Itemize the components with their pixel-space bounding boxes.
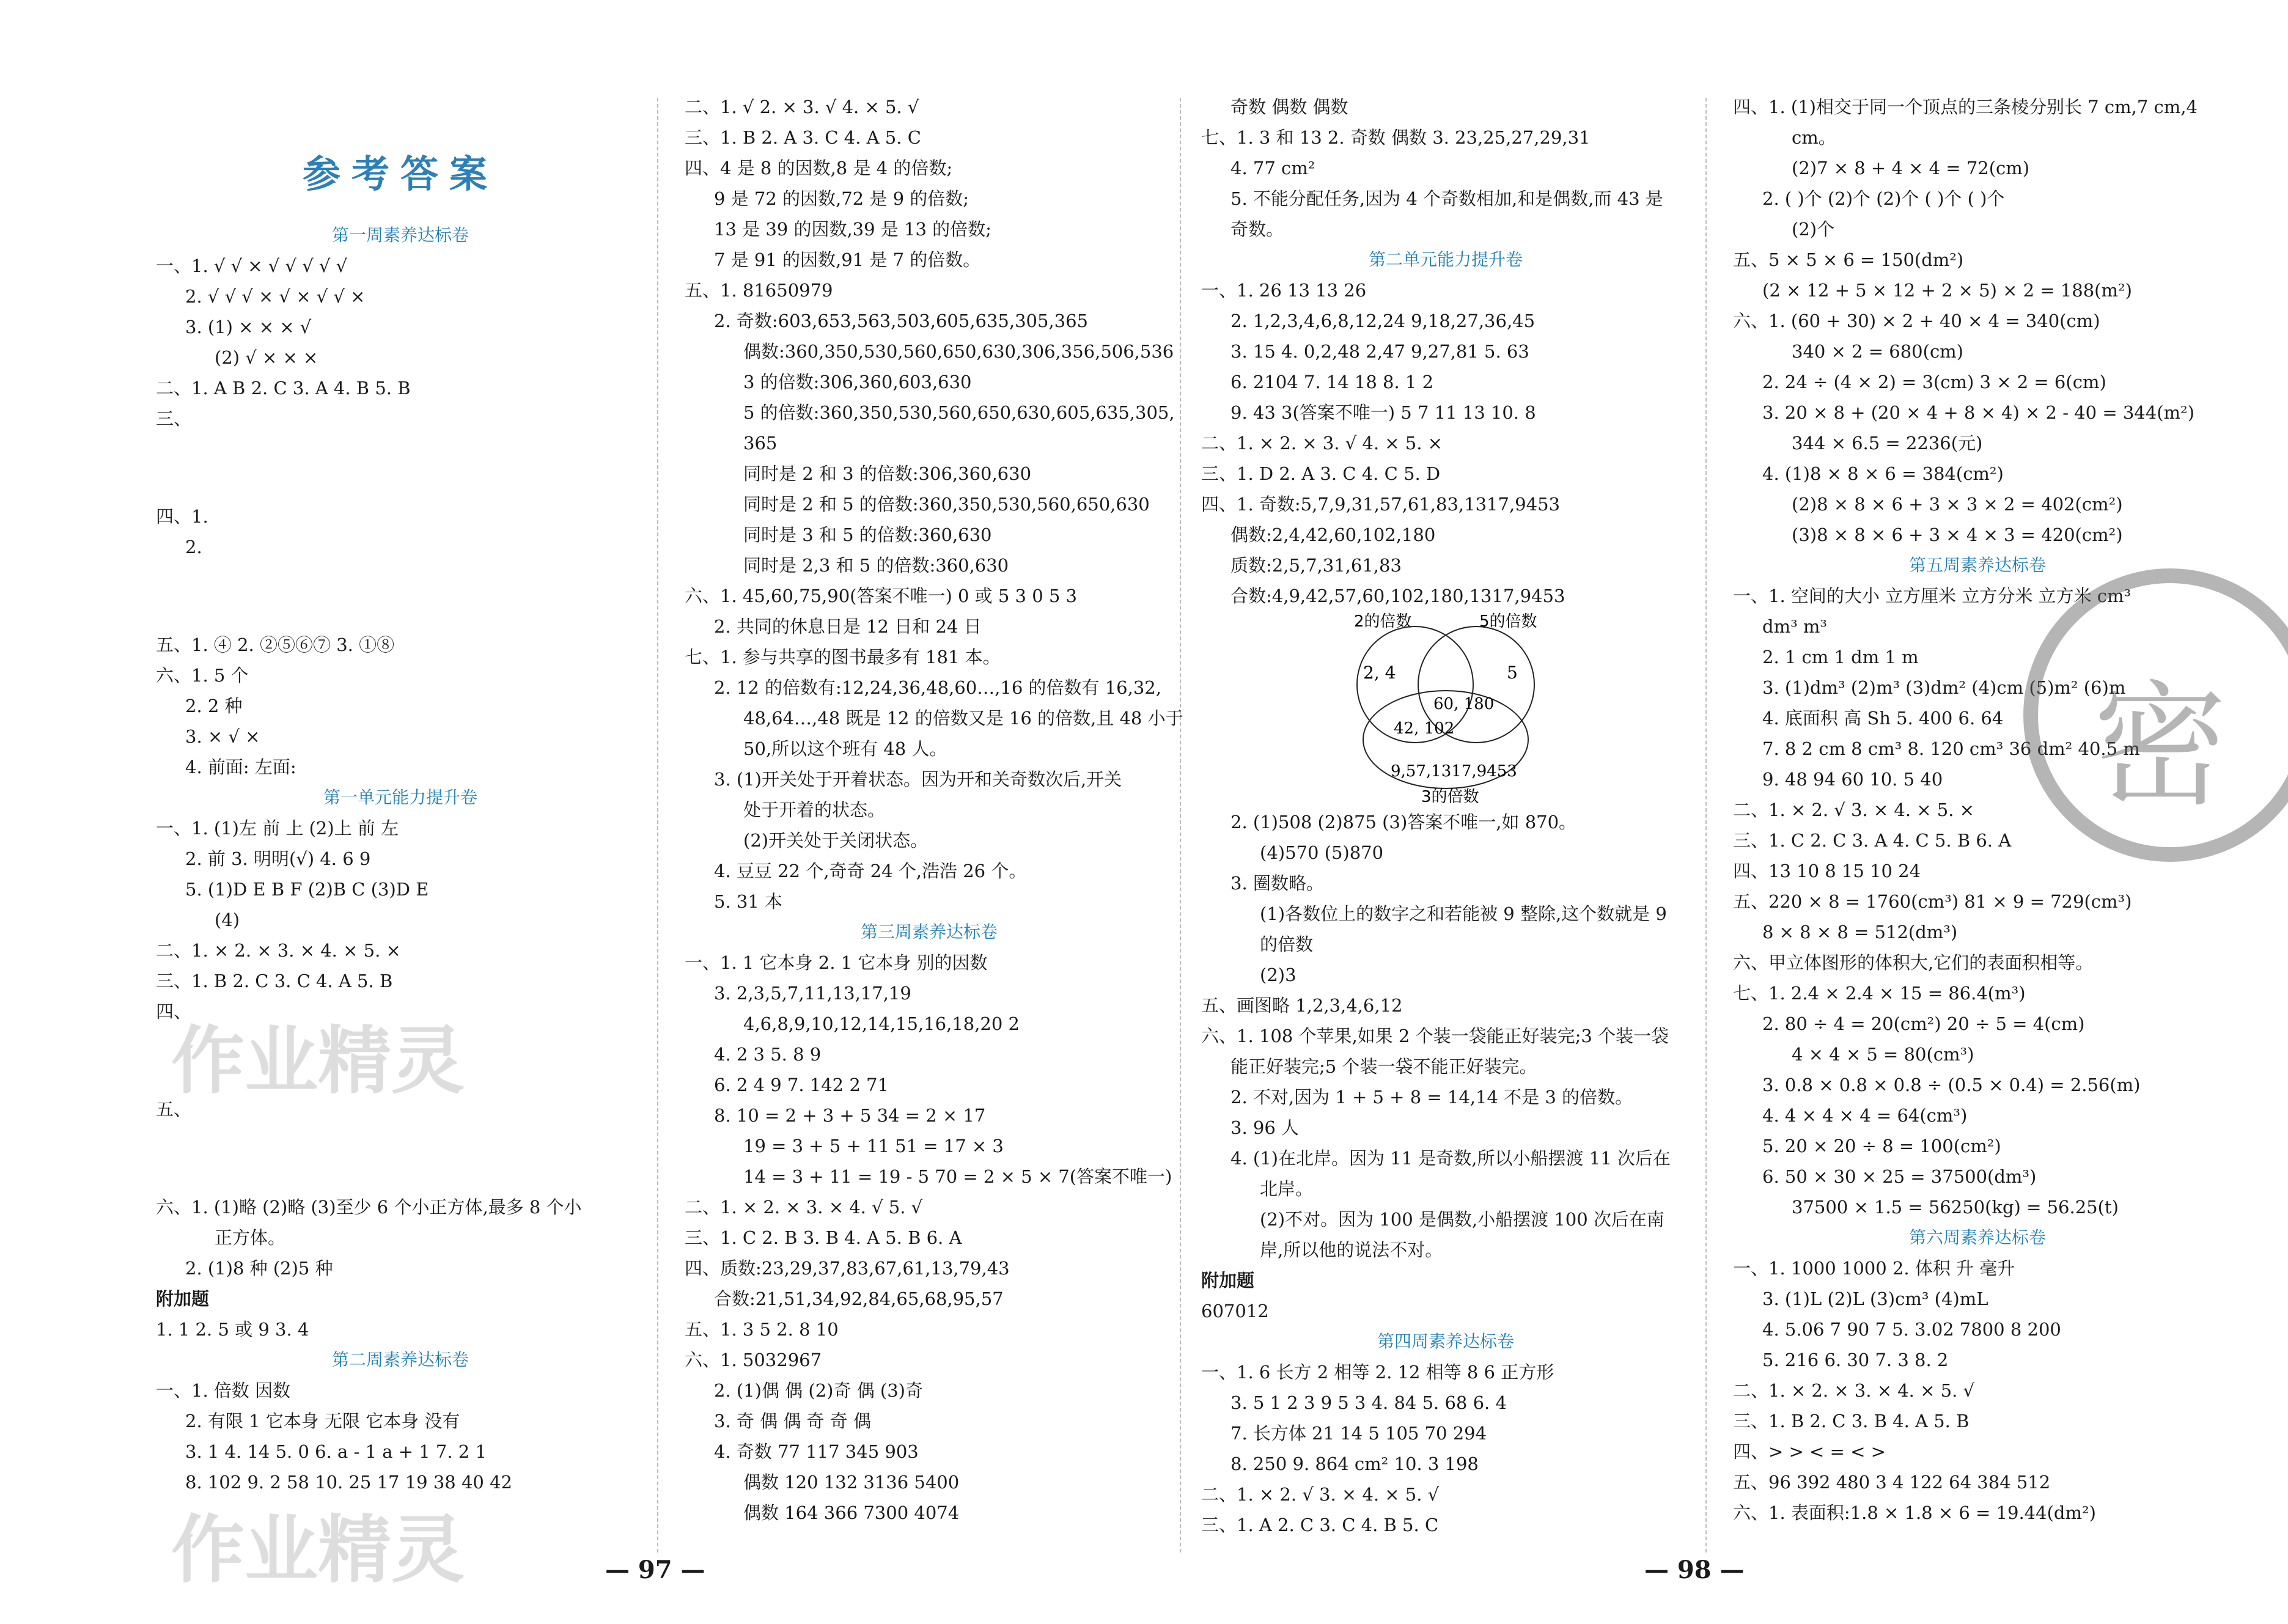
answer-line: 六、1. 5032967 xyxy=(685,1350,822,1370)
answer-line: 三、1. C 2. B 3. B 4. A 5. B 6. A xyxy=(685,1227,962,1248)
answer-line: 4. 2 3 5. 8 9 xyxy=(714,1044,822,1065)
answer-line: 2. 24 ÷ (4 × 2) = 3(cm) 3 × 2 = 6(cm) xyxy=(1762,372,2106,392)
venn-region-d: 42, 102 xyxy=(1394,719,1455,738)
answer-line: 同时是 2,3 和 5 的倍数:360,630 xyxy=(743,555,1009,576)
answer-line: 6. 2104 7. 14 18 8. 1 2 xyxy=(1230,372,1434,392)
venn-label-2: 2的倍数 xyxy=(1354,612,1412,631)
answer-line: 4. 奇数 77 117 345 903 xyxy=(714,1441,919,1462)
answer-line: 一、1. 26 13 13 26 xyxy=(1201,280,1367,301)
answer-line: 3. 圈数略。 xyxy=(1230,873,1324,894)
answer-line: 五、1. 3 5 2. 8 10 xyxy=(685,1319,839,1340)
answer-line: 偶数:360,350,530,560,650,630,306,356,506,536 xyxy=(743,341,1174,362)
answer-line: 偶数 120 132 3136 5400 xyxy=(743,1472,960,1493)
answer-line: 8. 250 9. 864 cm² 10. 3 198 xyxy=(1230,1453,1479,1474)
column-separator-1 xyxy=(657,98,658,1552)
answer-line: 4. 4 × 4 × 4 = 64(cm³) xyxy=(1762,1105,1968,1126)
answer-line: 六、1. (60 + 30) × 2 + 40 × 4 = 340(cm) xyxy=(1733,310,2100,331)
answer-line: 19 = 3 + 5 + 11 51 = 17 × 3 xyxy=(743,1136,1004,1156)
answer-line: 4. 5.06 7 90 7 5. 3.02 7800 8 200 xyxy=(1762,1319,2061,1340)
answer-line: 六、1. 108 个苹果,如果 2 个装一袋能正好装完;3 个装一袋 xyxy=(1201,1026,1669,1046)
answer-line: 六、1. 45,60,75,90(答案不唯一) 0 或 5 3 0 5 3 xyxy=(685,586,1078,606)
answer-line: 三、 xyxy=(156,408,192,429)
answer-line: 五、96 392 480 3 4 122 64 384 512 xyxy=(1733,1472,2051,1493)
answer-line: cm。 xyxy=(1792,127,1836,148)
answer-line: 2. 1 cm 1 dm 1 m xyxy=(1762,647,1919,667)
answer-line: 二、1. × 2. × 3. × 4. × 5. √ xyxy=(1733,1380,1974,1401)
answer-line: 4 × 4 × 5 = 80(cm³) xyxy=(1792,1044,1974,1065)
answer-line: 二、1. × 2. √ 3. × 4. × 5. √ xyxy=(1201,1484,1440,1505)
venn-label-3: 3的倍数 xyxy=(1421,788,1479,806)
answer-line: 4. (1)在北岸。因为 11 是奇数,所以小船摆渡 11 次后在 xyxy=(1230,1148,1671,1169)
answer-line: (1)各数位上的数字之和若能被 9 整除,这个数就是 9 xyxy=(1260,903,1667,924)
answer-line: 48,64…,48 既是 12 的倍数又是 16 的倍数,且 48 小于 xyxy=(743,708,1183,729)
answer-line: 2. (1)508 (2)875 (3)答案不唯一,如 870。 xyxy=(1230,812,1577,832)
answer-line: dm³ m³ xyxy=(1762,616,1828,637)
venn-svg xyxy=(1336,611,1580,807)
answer-line: 2. xyxy=(185,537,202,557)
answer-line: 四、1. (1)相交于同一个顶点的三条棱分别长 7 cm,7 cm,4 xyxy=(1733,97,2198,117)
answer-line: 合数:4,9,42,57,60,102,180,1317,9453 xyxy=(1230,586,1565,606)
answer-line: 3. 5 1 2 3 9 5 3 4. 84 5. 68 6. 4 xyxy=(1230,1392,1507,1413)
answer-line: (2)8 × 8 × 6 + 3 × 3 × 2 = 402(cm²) xyxy=(1792,494,2123,515)
answer-line: 9 是 72 的因数,72 是 9 的倍数; xyxy=(714,188,969,209)
figure-placeholder xyxy=(156,562,645,630)
answer-line: 四、13 10 8 15 10 24 xyxy=(1733,861,1921,881)
answer-line: 3. (1)开关处于开着状态。因为开和关奇数次后,开关 xyxy=(714,769,1122,790)
answer-line: 二、1. × 2. × 3. √ 4. × 5. × xyxy=(1201,433,1443,454)
answer-line: 三、1. A 2. C 3. C 4. B 5. C xyxy=(1201,1515,1439,1535)
answer-line: 8. 10 = 2 + 3 + 5 34 = 2 × 17 xyxy=(714,1105,986,1126)
answer-line: 奇数。 xyxy=(1230,219,1284,240)
answer-line: 六、1. 表面积:1.8 × 1.8 × 6 = 19.44(dm²) xyxy=(1733,1502,2096,1523)
answer-line: 3 的倍数:306,360,603,630 xyxy=(743,372,972,392)
answer-line: 五、220 × 8 = 1760(cm³) 81 × 9 = 729(cm³) xyxy=(1733,891,2132,912)
venn-region-a: 2, 4 xyxy=(1363,663,1396,683)
answer-line: 四、 xyxy=(156,1001,192,1022)
section-heading: 第二周素养达标卷 xyxy=(331,1350,469,1370)
answer-line: 2. √ √ √ × √ × √ √ × xyxy=(185,286,366,307)
answer-line: 5. 不能分配任务,因为 4 个奇数相加,和是偶数,而 43 是 xyxy=(1230,188,1663,209)
answer-line: 4. 底面积 高 Sh 5. 400 6. 64 xyxy=(1762,708,2004,729)
section-heading: 第五周素养达标卷 xyxy=(1908,555,2046,575)
watermark-bottom: 作业精灵 xyxy=(171,1508,465,1593)
answer-line: 岸,所以他的说法不对。 xyxy=(1260,1240,1443,1260)
venn-region-e: 9,57,1317,9453 xyxy=(1391,762,1517,781)
answer-line: 一、1. 倍数 因数 xyxy=(156,1380,291,1401)
answer-line: 正方体。 xyxy=(215,1227,286,1248)
answer-line: 4. 前面: 左面: xyxy=(185,757,296,777)
answer-line: 4. (1)8 × 8 × 6 = 384(cm²) xyxy=(1762,463,2004,484)
answer-line: 偶数 164 366 7300 4074 xyxy=(743,1502,960,1523)
answer-line: 三、1. D 2. A 3. C 4. C 5. D xyxy=(1201,463,1441,484)
answer-line: 七、1. 参与共享的图书最多有 181 本。 xyxy=(685,647,1001,667)
section-heading: 第一周素养达标卷 xyxy=(331,225,469,245)
answer-line: 六、1. (1)略 (2)略 (3)至少 6 个小正方体,最多 8 个小 xyxy=(156,1197,582,1218)
answer-line: 365 xyxy=(743,433,778,454)
answer-line: (3)8 × 8 × 6 + 3 × 4 × 3 = 420(cm²) xyxy=(1792,524,2123,545)
figure-placeholder xyxy=(156,434,645,501)
answer-line: 四、1. 奇数:5,7,9,31,57,61,83,1317,9453 xyxy=(1201,494,1560,515)
answer-line: 7. 长方体 21 14 5 105 70 294 xyxy=(1230,1423,1487,1444)
answer-line: 北岸。 xyxy=(1260,1178,1314,1199)
answer-line: 2. 共同的休息日是 12 日和 24 日 xyxy=(714,616,982,637)
answer-line: 二、1. × 2. √ 3. × 4. × 5. × xyxy=(1733,799,1974,820)
answer-line: 3. 15 4. 0,2,48 2,47 9,27,81 5. 63 xyxy=(1230,341,1529,362)
watermark-top: 作业精灵 xyxy=(171,1019,465,1104)
answer-line: (2)开关处于关闭状态。 xyxy=(743,830,929,851)
answer-line: 七、1. 2.4 × 2.4 × 15 = 86.4(m³) xyxy=(1733,983,2026,1004)
answer-line: 340 × 2 = 680(cm) xyxy=(1792,341,1963,362)
answer-line: 3. (1)dm³ (2)m³ (3)dm² (4)cm (5)m² (6)m xyxy=(1762,677,2126,698)
venn-label-5: 5的倍数 xyxy=(1479,612,1537,631)
section-heading: 第二单元能力提升卷 xyxy=(1368,249,1523,270)
stamp-text: 密 xyxy=(2093,668,2228,825)
answer-line: 3. 奇 偶 偶 奇 奇 偶 xyxy=(714,1411,871,1431)
section-heading: 第一单元能力提升卷 xyxy=(323,787,477,807)
answer-line: 二、1. √ 2. × 3. √ 4. × 5. √ xyxy=(685,97,919,117)
answer-line: 5. 20 × 20 ÷ 8 = 100(cm²) xyxy=(1762,1136,2001,1156)
answer-line: 5. 31 本 xyxy=(714,891,783,912)
answer-line: 3. 0.8 × 0.8 × 0.8 ÷ (0.5 × 0.4) = 2.56(m) xyxy=(1762,1075,2141,1095)
answer-line: 4. 豆豆 22 个,奇奇 24 个,浩浩 26 个。 xyxy=(714,861,1027,881)
answer-line: 4. 77 cm² xyxy=(1230,158,1315,178)
answer-line: (4)570 (5)870 xyxy=(1260,842,1384,863)
answer-line: 五、1. ④ 2. ②⑤⑥⑦ 3. ①⑧ xyxy=(156,634,395,655)
column-1 xyxy=(156,116,645,1497)
venn-diagram xyxy=(1201,611,1690,807)
answer-line: 六、甲立体图形的体积大,它们的表面积相等。 xyxy=(1733,952,2094,973)
answer-line: 2. 80 ÷ 4 = 20(cm²) 20 ÷ 5 = 4(cm) xyxy=(1762,1013,2085,1034)
answer-line: 一、1. √ √ × √ √ √ √ √ xyxy=(156,255,348,276)
answer-line: 1. 1 2. 5 或 9 3. 4 xyxy=(156,1319,309,1340)
answer-line: 2. (1)8 种 (2)5 种 xyxy=(185,1258,333,1279)
figure-placeholder xyxy=(156,1125,645,1192)
answer-line: 6. 2 4 9 7. 142 2 71 xyxy=(714,1075,889,1095)
answer-line: 8 × 8 × 8 = 512(dm³) xyxy=(1762,922,1958,942)
answer-line: 合数:21,51,34,92,84,65,68,95,57 xyxy=(714,1288,1004,1309)
answer-line: 14 = 3 + 11 = 19 - 5 70 = 2 × 5 × 7(答案不唯一) xyxy=(743,1166,1172,1187)
answer-line: (2)不对。因为 100 是偶数,小船摆渡 100 次后在南 xyxy=(1260,1209,1665,1230)
answer-line: 3. (1)L (2)L (3)cm³ (4)mL xyxy=(1762,1288,1988,1309)
column-3 xyxy=(1201,92,1690,1540)
answer-line: 3. × √ × xyxy=(185,726,260,747)
answer-line: 能正好装完;5 个装一袋不能正好装完。 xyxy=(1230,1056,1537,1077)
answer-line: 3. 2,3,5,7,11,13,17,19 xyxy=(714,983,911,1004)
answer-line: 五、1. 81650979 xyxy=(685,280,833,301)
answer-line: 13 是 39 的因数,39 是 13 的倍数; xyxy=(714,219,991,240)
answer-line: 一、1. 空间的大小 立方厘米 立方分米 立方米 cm³ xyxy=(1733,586,2132,606)
answer-line: 二、1. × 2. × 3. × 4. √ 5. √ xyxy=(685,1197,923,1218)
answer-line: 9. 48 94 60 10. 5 40 xyxy=(1762,769,1943,790)
answer-line: (2 × 12 + 5 × 12 + 2 × 5) × 2 = 188(m²) xyxy=(1762,280,2132,301)
answer-line: 一、1. (1)左 前 上 (2)上 前 左 xyxy=(156,818,399,839)
answer-line: 2. 前 3. 明明(√) 4. 6 9 xyxy=(185,848,371,869)
answer-line: 2. 奇数:603,653,563,503,605,635,305,365 xyxy=(714,310,1089,331)
column-separator-2 xyxy=(1180,98,1181,1552)
answer-line: 二、1. A B 2. C 3. A 4. B 5. B xyxy=(156,378,411,399)
extra-heading: 附加题 xyxy=(1201,1270,1255,1291)
answer-line: 2. (1)偶 偶 (2)奇 偶 (3)奇 xyxy=(714,1380,923,1401)
page-number-right: — 98 — xyxy=(1644,1556,1745,1584)
answer-line: 五、画图略 1,2,3,4,6,12 xyxy=(1201,995,1403,1016)
answer-line: (4) xyxy=(215,909,240,930)
answer-line: (2)个 xyxy=(1792,219,1835,240)
answer-line: 七、1. 3 和 13 2. 奇数 偶数 3. 23,25,27,29,31 xyxy=(1201,127,1591,148)
answer-line: 2. 1,2,3,4,6,8,12,24 9,18,27,36,45 xyxy=(1230,310,1536,331)
section-heading: 第六周素养达标卷 xyxy=(1908,1227,2046,1247)
venn-region-c: 60, 180 xyxy=(1433,695,1495,713)
answer-line: 9. 43 3(答案不唯一) 5 7 11 13 10. 8 xyxy=(1230,402,1536,423)
answer-line: 四、1. xyxy=(156,506,208,527)
answer-line: 2. 不对,因为 1 + 5 + 8 = 14,14 不是 3 的倍数。 xyxy=(1230,1087,1633,1108)
answer-line: 7. 8 2 cm 8 cm³ 8. 120 cm³ 36 dm² 40.5 m xyxy=(1762,738,2140,759)
page-title: 参考答案 xyxy=(302,152,498,196)
answer-line: 5. (1)D E B F (2)B C (3)D E xyxy=(185,879,429,900)
answer-line: 的倍数 xyxy=(1260,934,1314,955)
venn-region-b: 5 xyxy=(1507,663,1518,683)
answer-line: 二、1. × 2. × 3. × 4. × 5. × xyxy=(156,940,401,961)
answer-line: 同时是 2 和 5 的倍数:360,350,530,560,650,630 xyxy=(743,494,1150,515)
answer-line: 37500 × 1.5 = 56250(kg) = 56.25(t) xyxy=(1792,1197,2119,1218)
answer-line: 3. 1 4. 14 5. 0 6. a - 1 a + 1 7. 2 1 xyxy=(185,1441,487,1462)
answer-line: 同时是 2 和 3 的倍数:306,360,630 xyxy=(743,463,1032,484)
answer-line: 三、1. B 2. A 3. C 4. A 5. C xyxy=(685,127,921,148)
answer-line: 607012 xyxy=(1201,1301,1269,1321)
answer-line: 三、1. B 2. C 3. C 4. A 5. B xyxy=(156,971,393,991)
answer-line: 5. 216 6. 30 7. 3 8. 2 xyxy=(1762,1350,1949,1370)
answer-line: 四、质数:23,29,37,83,67,61,13,79,43 xyxy=(685,1258,1010,1279)
answer-line: 50,所以这个班有 48 人。 xyxy=(743,738,947,759)
answer-line: 四、> > < = < > xyxy=(1733,1441,1886,1462)
answer-line: 2. 有限 1 它本身 无限 它本身 没有 xyxy=(185,1411,460,1431)
extra-heading: 附加题 xyxy=(156,1288,210,1309)
answer-line: 奇数 偶数 偶数 xyxy=(1230,97,1348,117)
answer-line: 7 是 91 的因数,91 是 7 的倍数。 xyxy=(714,249,981,270)
answer-line: 一、1. 6 长方 2 相等 2. 12 相等 8 6 正方形 xyxy=(1201,1362,1554,1383)
answer-line: 2. ( )个 (2)个 (2)个 ( )个 ( )个 xyxy=(1762,188,2005,209)
answer-line: 344 × 6.5 = 2236(元) xyxy=(1792,433,1983,454)
answer-line: 4,6,8,9,10,12,14,15,16,18,20 2 xyxy=(743,1013,1020,1034)
answer-line: (2) √ × × × xyxy=(215,347,318,368)
answer-line: 处于开着的状态。 xyxy=(743,799,886,820)
answer-line: 四、4 是 8 的因数,8 是 4 的倍数; xyxy=(685,158,953,178)
answer-line: 一、1. 1000 1000 2. 体积 升 毫升 xyxy=(1733,1258,2015,1279)
answer-line: 6. 50 × 30 × 25 = 37500(dm³) xyxy=(1762,1166,2037,1187)
answer-line: 8. 102 9. 2 58 10. 25 17 19 38 40 42 xyxy=(185,1472,512,1493)
answer-line: 三、1. C 2. C 3. A 4. C 5. B 6. A xyxy=(1733,830,2012,851)
answer-line: 5 的倍数:360,350,530,560,650,630,605,635,305, xyxy=(743,402,1175,423)
answer-line: 五、5 × 5 × 6 = 150(dm²) xyxy=(1733,249,1964,270)
page-number-left: — 97 — xyxy=(605,1556,705,1584)
answer-line: (2)3 xyxy=(1260,964,1297,985)
answer-line: 质数:2,5,7,31,61,83 xyxy=(1230,555,1402,576)
column-2 xyxy=(685,92,1183,1528)
answer-line: 3. (1) × × × √ xyxy=(185,317,312,337)
section-heading: 第三周素养达标卷 xyxy=(860,922,998,942)
answer-line: (2)7 × 8 + 4 × 4 = 72(cm) xyxy=(1792,158,2030,178)
section-heading: 第四周素养达标卷 xyxy=(1377,1331,1514,1351)
answer-line: 偶数:2,4,42,60,102,180 xyxy=(1230,524,1436,545)
answer-line: 六、1. 5 个 xyxy=(156,665,249,686)
answer-line: 2. 2 种 xyxy=(185,696,243,716)
answer-line: 五、 xyxy=(156,1099,192,1120)
answer-line: 3. 20 × 8 + (20 × 4 + 8 × 4) × 2 - 40 = 344(m²) xyxy=(1762,402,2194,423)
answer-line: 一、1. 1 它本身 2. 1 它本身 别的因数 xyxy=(685,952,988,973)
answer-line: 3. 96 人 xyxy=(1230,1117,1300,1138)
answer-line: 2. 12 的倍数有:12,24,36,48,60…,16 的倍数有 16,32, xyxy=(714,677,1161,698)
answer-line: 同时是 3 和 5 的倍数:360,630 xyxy=(743,524,992,545)
column-separator-3 xyxy=(1705,98,1707,1552)
answer-line: 三、1. B 2. C 3. B 4. A 5. B xyxy=(1733,1411,1970,1431)
